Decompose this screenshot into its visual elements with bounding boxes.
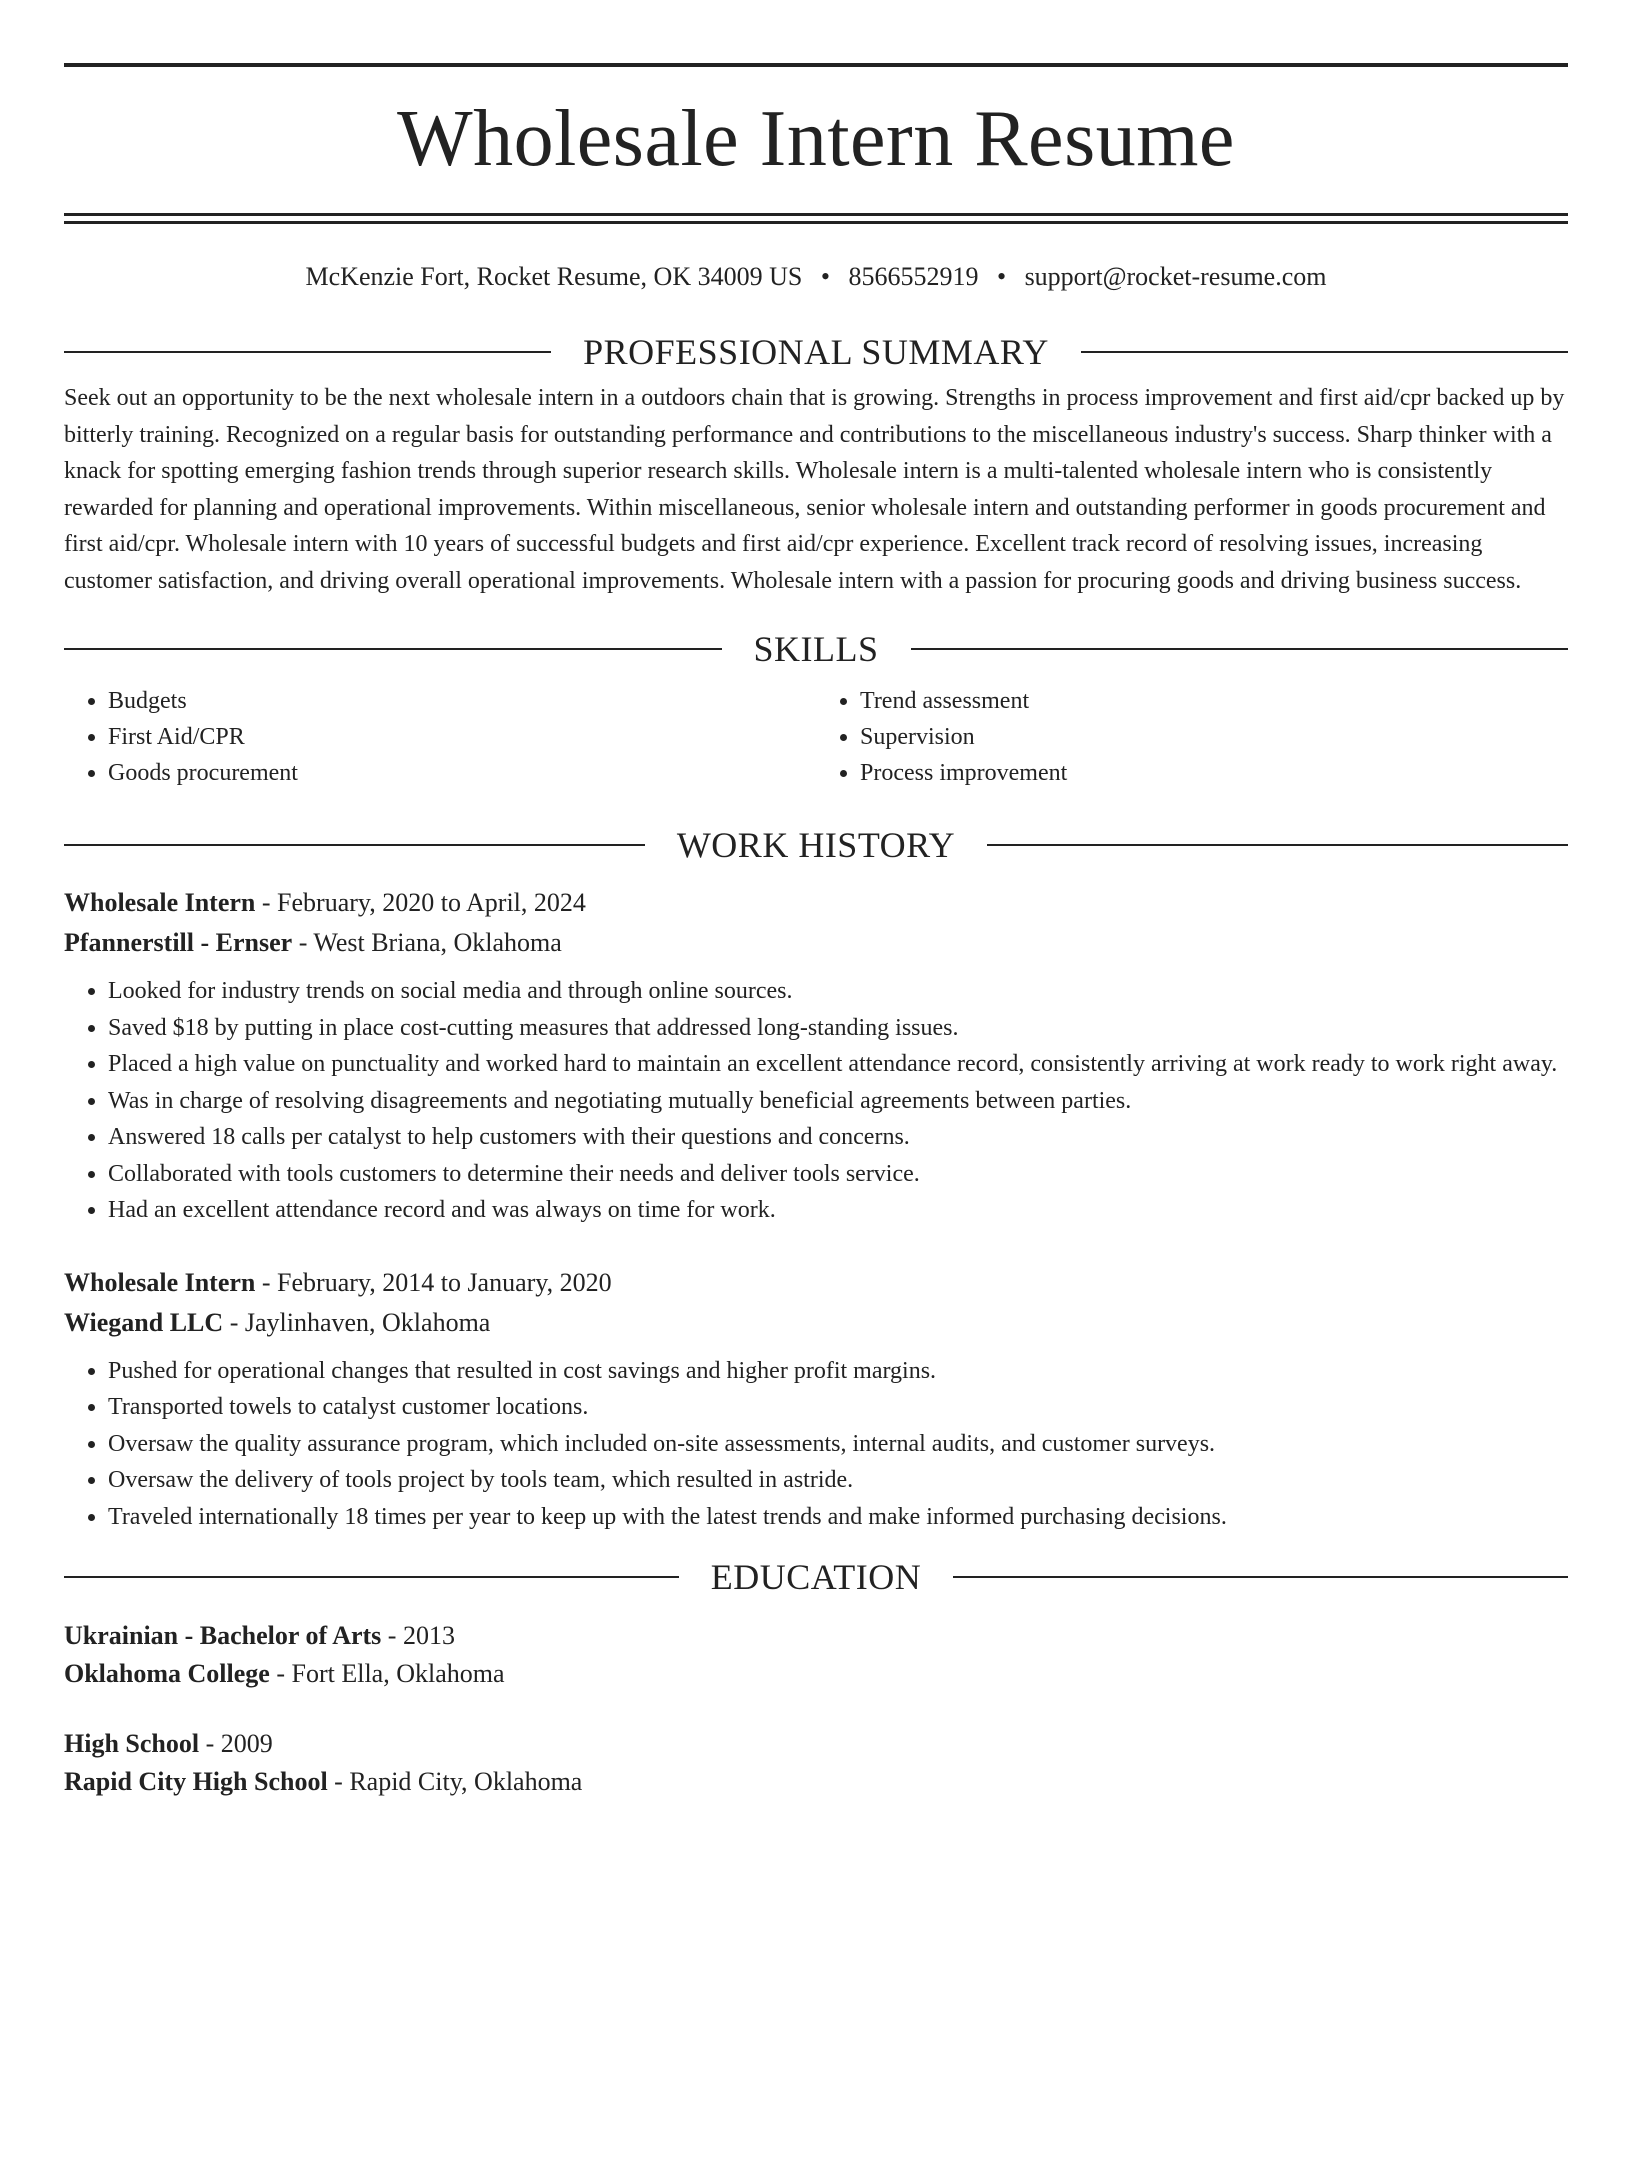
job-bullet: • Traveled internationally 18 times per year to keep up with the latest trends and make informed purchasing decisions. [108, 1499, 1568, 1536]
skill-item: • Budgets [108, 683, 816, 719]
section-rule [911, 648, 1569, 650]
section-rule [64, 648, 722, 650]
job-company-line [64, 1303, 1568, 1343]
contact-line [64, 262, 1568, 292]
skill-item: • Supervision [860, 719, 1568, 755]
education-degree: High School [64, 1729, 200, 1758]
section-header-education [64, 1557, 1568, 1597]
job-title-line [64, 1263, 1568, 1303]
job-company-line [64, 923, 1568, 963]
job-company: Wiegand LLC [64, 1307, 224, 1337]
section-header-summary [64, 332, 1568, 372]
section-rule [987, 844, 1568, 846]
job-bullet: • Pushed for operational changes that resulted in cost savings and higher profit margins. [108, 1353, 1568, 1390]
job-dates: - February, 2014 to January, 2020 [255, 1267, 612, 1297]
education-entry [64, 1617, 1568, 1693]
job-company: Pfannerstill - Ernser [64, 928, 293, 957]
job-bullet: • Saved $18 by putting in place cost-cutting measures that addressed long-standing issues. [108, 1010, 1568, 1047]
education-school-line [64, 1655, 1568, 1693]
education-school: Rapid City High School [64, 1767, 328, 1796]
education-school-line [64, 1763, 1568, 1801]
skill-item: • First Aid/CPR [108, 719, 816, 755]
title-double-rule [64, 213, 1568, 224]
job-bullet: • Was in charge of resolving disagreements and negotiating mutually beneficial agreements between parties. [108, 1083, 1568, 1120]
education-location: - Rapid City, Oklahoma [327, 1767, 583, 1796]
education-school: Oklahoma College [64, 1659, 270, 1688]
contact-separator: • [820, 262, 830, 291]
job-bullet: • Transported towels to catalyst customer locations. [108, 1389, 1568, 1426]
section-rule [1081, 351, 1568, 353]
job-bullets [64, 973, 1568, 1229]
section-rule [64, 351, 551, 353]
job-bullet: • Answered 18 calls per catalyst to help customers with their questions and concerns. [108, 1119, 1568, 1156]
education-entry [64, 1725, 1568, 1801]
section-title: SKILLS [753, 629, 879, 669]
section-header-skills [64, 629, 1568, 669]
job-role: Wholesale Intern [64, 1267, 256, 1297]
resume-title: Wholesale Intern Resume [397, 95, 1235, 183]
section-rule [64, 1576, 679, 1578]
job-bullet: • Collaborated with tools customers to determine their needs and deliver tools service. [108, 1156, 1568, 1193]
section-header-work [64, 825, 1568, 865]
skills-list [64, 683, 1568, 791]
job-dates: - February, 2020 to April, 2024 [255, 888, 586, 917]
section-rule [64, 844, 645, 846]
job-role: Wholesale Intern [64, 888, 256, 917]
education-degree-line [64, 1617, 1568, 1655]
job-location: - West Briana, Oklahoma [292, 928, 562, 957]
work-entry [64, 883, 1568, 1229]
education-degree: Ukrainian - Bachelor of Arts [64, 1621, 382, 1650]
section-title: EDUCATION [710, 1557, 922, 1597]
skills-column-right [816, 683, 1568, 791]
education-degree-line [64, 1725, 1568, 1763]
job-bullet: • Placed a high value on punctuality and worked hard to maintain an excellent attendance record, consistently arriving at work ready to work right away. [108, 1046, 1568, 1083]
education-year: - 2009 [199, 1729, 273, 1758]
job-bullet: • Oversaw the quality assurance program, which included on-site assessments, internal audits, and customer surveys. [108, 1426, 1568, 1463]
skill-item: • Trend assessment [860, 683, 1568, 719]
contact-phone: 8566552919 [848, 262, 979, 291]
contact-email: support@rocket-resume.com [1024, 262, 1327, 291]
contact-address: McKenzie Fort, Rocket Resume, OK 34009 US [305, 262, 803, 291]
skill-item: • Process improvement [860, 755, 1568, 791]
summary-text: Seek out an opportunity to be the next wholesale intern in a outdoors chain that is growing. Strengths in process improvement and first aid/cpr backed up by bitterly training. Recognized on a regular basis for outstanding performance and contributions to the miscellaneous industry's success. Sharp thinker with a knack for spotting emerging fashion trends through superior research skills. Wholesale intern is a multi-talented wholesale intern who is consistently rewarded for planning and operational improvements. Within miscellaneous, senior wholesale intern and outstanding performer in goods procurement and first aid/cpr. Wholesale intern with 10 years of successful budgets and first aid/cpr experience. Excellent track record of resolving issues, increasing customer satisfaction, and driving overall operational improvements. Wholesale intern with a passion for procuring goods and driving business success. [64, 385, 1565, 594]
education-year: - 2013 [381, 1621, 455, 1650]
education-location: - Fort Ella, Oklahoma [269, 1659, 505, 1688]
section-title: PROFESSIONAL SUMMARY [583, 332, 1049, 372]
section-rule [953, 1576, 1568, 1578]
job-title-line [64, 883, 1568, 923]
job-bullet: • Looked for industry trends on social media and through online sources. [108, 973, 1568, 1010]
contact-separator: • [996, 262, 1007, 291]
section-title: WORK HISTORY [676, 825, 956, 865]
skill-item: • Goods procurement [108, 755, 816, 791]
job-bullets [64, 1353, 1568, 1536]
work-entry [64, 1263, 1568, 1536]
job-location: - Jaylinhaven, Oklahoma [223, 1307, 491, 1337]
resume-page [0, 63, 1632, 2175]
job-bullet: • Had an excellent attendance record and was always on time for work. [108, 1192, 1568, 1229]
skills-column-left [64, 683, 816, 791]
job-bullet: • Oversaw the delivery of tools project by tools team, which resulted in astride. [108, 1462, 1568, 1499]
